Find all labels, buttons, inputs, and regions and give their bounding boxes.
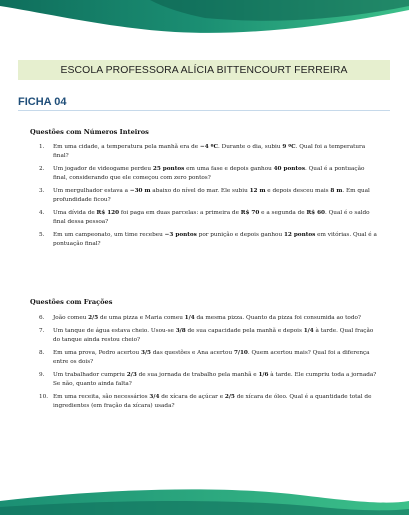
question-text-part: . Qual foi a temperatura final? <box>53 144 366 159</box>
question-text-part: de sua capacidade pela manhã e depois <box>185 328 304 335</box>
question-text-part: Em uma receita, são necessários <box>53 394 150 401</box>
question-number: 3. <box>39 187 45 194</box>
question-text-part: das questões e Ana acertou <box>150 350 234 357</box>
question-list-fractions <box>39 314 379 415</box>
question-text-part: . Durante o dia, subiu <box>218 144 283 150</box>
question-text-part: Um tanque de água estava cheio. Usou-se <box>53 328 176 335</box>
question-value: 3/8 <box>175 328 186 335</box>
question-number: 1. <box>39 144 45 150</box>
question-value: 9 ºC <box>282 144 296 150</box>
question-text <box>53 371 379 388</box>
question-value: −30 m <box>129 187 151 194</box>
question-text-part: da mesma pizza. Quanto da pizza foi consumida ao todo? <box>194 315 361 321</box>
school-name-banner <box>18 60 390 80</box>
question-item <box>39 143 379 160</box>
question-value: 1/4 <box>184 315 195 321</box>
question-value: 12 pontos <box>283 231 316 238</box>
title-divider <box>18 110 390 111</box>
question-number: 10. <box>39 394 49 401</box>
question-number: 2. <box>39 165 45 172</box>
question-text-part: Uma dívida de <box>53 209 97 216</box>
question-item <box>39 209 379 226</box>
question-item <box>39 231 379 248</box>
question-text-part: Um jogador de videogame perdeu <box>53 165 153 172</box>
question-text <box>53 209 379 226</box>
question-text-part: de uma pizza e Maria comeu <box>98 315 185 321</box>
question-text <box>53 143 379 160</box>
question-text-part: à tarde. Ele cumpriu toda a jornada? Se não, quanto ainda falta? <box>53 372 377 387</box>
question-number: 4. <box>39 209 45 216</box>
question-text-part: foi paga em duas parcelas: a primeira de <box>119 209 241 216</box>
question-text-part: . Quem acertou mais? Qual foi a diferença entre os dois? <box>53 350 370 365</box>
section-heading-fractions: Questões com Frações <box>30 298 113 306</box>
question-text-part: Um trabalhador cumpriu <box>53 372 127 379</box>
question-value: 40 pontos <box>273 165 306 172</box>
question-item <box>39 393 379 410</box>
section-heading-integers: Questões com Números Inteiros <box>30 128 149 136</box>
question-text <box>53 165 379 182</box>
question-item <box>39 371 379 388</box>
question-value: 25 pontos <box>152 165 185 172</box>
question-text-part: de sua jornada de trabalho pela manhã e <box>136 372 259 379</box>
question-text-part: de xícara de óleo. Qual é a quantidade total de ingredientes (em fração da xícara) usada? <box>53 394 372 409</box>
question-value: R$ 120 <box>96 209 120 216</box>
question-text-part: e depois desceu mais <box>265 187 331 194</box>
question-text-part: Em uma prova, Pedro acertou <box>53 350 141 357</box>
question-text-part: . Em qual profundidade ficou? <box>53 187 370 203</box>
question-value: R$ 60 <box>306 209 326 216</box>
question-value: 1/6 <box>258 372 269 379</box>
question-number: 6. <box>39 315 45 321</box>
question-number: 7. <box>39 328 45 335</box>
question-value: −4 ºC <box>199 144 219 150</box>
question-text-part: Um mergulhador estava a <box>53 187 130 194</box>
question-text-part: de xícara de açúcar e <box>159 394 225 401</box>
question-value: R$ 70 <box>240 209 260 216</box>
question-value: 7/10 <box>233 350 248 357</box>
question-text-part: abaixo do nível do mar. Ele subiu <box>150 187 250 194</box>
question-list-integers <box>39 143 379 253</box>
question-text-part: à tarde. Qual fração do tanque ainda restou cheio? <box>53 328 374 343</box>
question-item <box>39 327 379 344</box>
question-item <box>39 314 379 323</box>
question-text-part: e a segunda de <box>259 209 307 216</box>
question-text-part: Em uma cidade, a temperatura pela manhã era de <box>53 144 200 150</box>
question-text-part: por punição e depois ganhou <box>196 231 284 238</box>
question-text-part: . Qual é o saldo final dessa pessoa? <box>53 209 370 225</box>
question-text <box>53 314 379 323</box>
question-item <box>39 165 379 182</box>
question-item <box>39 349 379 366</box>
school-name: ESCOLA PROFESSORA ALÍCIA BITTENCOURT FERREIRA <box>60 64 348 76</box>
question-number: 8. <box>39 350 45 357</box>
question-number: 5. <box>39 231 45 238</box>
question-text <box>53 187 379 204</box>
question-value: 8 m <box>330 187 343 194</box>
question-text <box>53 393 379 410</box>
question-value: 1/4 <box>303 328 314 335</box>
question-text-part: . Qual é a pontuação final, considerando que ele começou com zero pontos? <box>53 165 365 181</box>
sheet-title: FICHA 04 <box>18 96 67 108</box>
question-text <box>53 349 379 366</box>
question-text-part: em vitórias. Qual é a pontuação final? <box>53 231 377 247</box>
question-number: 9. <box>39 372 45 379</box>
question-text <box>53 327 379 344</box>
question-text-part: João comeu <box>53 315 89 321</box>
question-value: −3 pontos <box>164 231 197 238</box>
question-value: 2/5 <box>224 394 235 401</box>
question-item <box>39 187 379 204</box>
question-value: 3/5 <box>140 350 151 357</box>
question-value: 12 m <box>249 187 266 194</box>
question-value: 2/5 <box>88 315 99 321</box>
question-text-part: em uma fase e depois ganhou <box>184 165 274 172</box>
question-text <box>53 231 379 248</box>
top-wave-decoration <box>0 0 409 40</box>
question-value: 2/3 <box>126 372 137 379</box>
question-value: 3/4 <box>149 394 160 401</box>
bottom-wave-decoration <box>0 481 409 515</box>
question-text-part: Em um campeonato, um time recebeu <box>53 231 165 238</box>
